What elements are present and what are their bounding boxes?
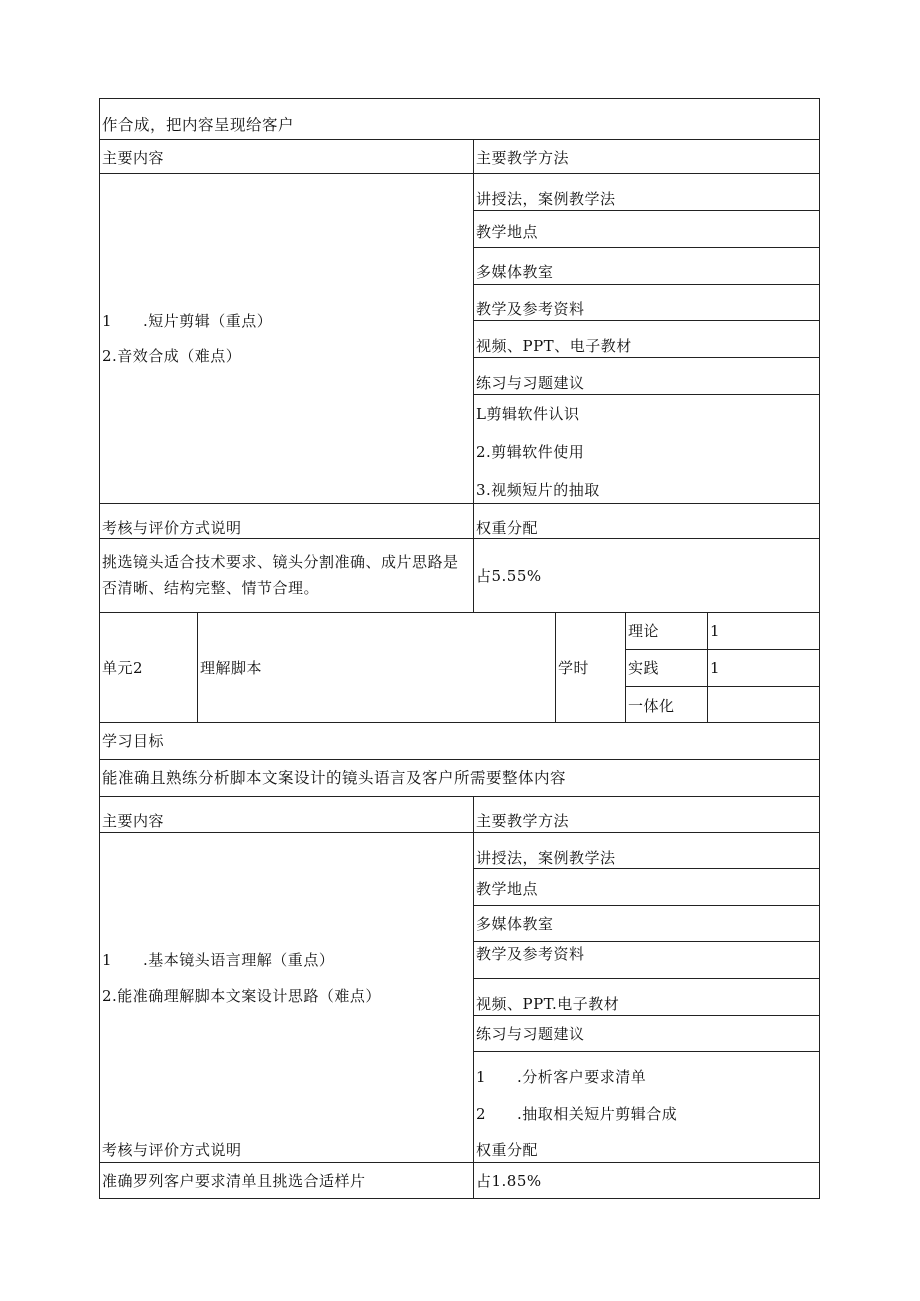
table-border	[99, 1198, 820, 1199]
exercise-item: 1 .分析客户要求清单	[476, 1068, 647, 1086]
materials-value: 视频、PPT、电子教材	[476, 337, 632, 355]
materials-value: 视频、PPT.电子教材	[476, 995, 620, 1013]
exercise-item: 3.视频短片的抽取	[476, 481, 600, 499]
materials-label: 教学及参考资料	[476, 945, 585, 963]
content-item: 1 .基本镜头语言理解（重点）	[102, 951, 335, 969]
row-divider	[625, 649, 820, 650]
row-divider	[99, 538, 820, 539]
exercise-item: 2 .抽取相关短片剪辑合成	[476, 1105, 678, 1123]
materials-label: 教学及参考资料	[476, 300, 585, 318]
hours-value: 1	[710, 622, 721, 640]
hours-type: 实践	[628, 659, 660, 677]
row-divider	[473, 394, 820, 395]
table-border	[819, 98, 820, 1199]
column-divider	[473, 139, 474, 613]
column-divider	[473, 796, 474, 1199]
row-divider	[99, 1162, 820, 1163]
table-border	[99, 98, 100, 1199]
location-label: 教学地点	[476, 880, 539, 898]
weight-label: 权重分配	[476, 1141, 539, 1159]
assessment-text: 准确罗列客户要求清单且挑选合适样片	[102, 1172, 366, 1190]
row-divider	[99, 832, 820, 833]
row-divider	[473, 247, 820, 248]
hours-type: 理论	[628, 622, 660, 640]
row-divider	[99, 503, 820, 504]
assessment-label: 考核与评价方式说明	[102, 1141, 242, 1159]
row-divider	[99, 759, 820, 760]
teaching-method: 讲授法，案例教学法	[476, 849, 616, 867]
content-item: 2.音效合成（难点）	[102, 347, 242, 365]
objective-text: 能准确且熟练分析脚本文案设计的镜头语言及客户所需要整体内容	[102, 769, 567, 787]
row-divider	[473, 210, 820, 211]
table-border	[99, 98, 820, 99]
row-divider	[473, 357, 820, 358]
exercise-item: 2.剪辑软件使用	[476, 443, 585, 461]
column-divider	[625, 612, 626, 723]
content-item: 1 .短片剪辑（重点）	[102, 312, 273, 330]
location-value: 多媒体教室	[476, 915, 554, 933]
column-divider	[555, 612, 556, 723]
row-divider	[99, 173, 820, 174]
teaching-method-header: 主要教学方法	[476, 812, 570, 830]
exercise-label: 练习与习题建议	[476, 1025, 585, 1043]
row-divider	[473, 978, 820, 979]
unit-label: 单元2	[102, 659, 144, 677]
weight-value: 占5.55%	[476, 567, 542, 585]
objective-label: 学习目标	[102, 732, 165, 750]
row-divider	[99, 796, 820, 797]
row-divider	[99, 612, 820, 613]
teaching-method: 讲授法，案例教学法	[476, 190, 616, 208]
weight-label: 权重分配	[476, 519, 539, 537]
location-value: 多媒体教室	[476, 263, 554, 281]
column-divider	[197, 612, 198, 723]
row-divider	[99, 139, 820, 140]
teaching-method-header: 主要教学方法	[476, 149, 570, 167]
exercise-item: L剪辑软件认识	[476, 405, 580, 423]
row-divider	[473, 284, 820, 285]
row-divider	[473, 905, 820, 906]
intro-text: 作合成，把内容呈现给客户	[102, 116, 295, 134]
row-divider	[473, 1051, 820, 1052]
row-divider	[473, 941, 820, 942]
hours-value: 1	[710, 659, 721, 677]
main-content-header: 主要内容	[102, 149, 165, 167]
column-divider	[707, 612, 708, 723]
weight-value: 占1.85%	[476, 1172, 542, 1190]
row-divider	[473, 868, 820, 869]
row-divider	[99, 722, 820, 723]
assessment-label: 考核与评价方式说明	[102, 519, 242, 537]
content-item: 2.能准确理解脚本文案设计思路（难点）	[102, 987, 381, 1005]
assessment-text: 挑选镜头适合技术要求、镜头分割准确、成片思路是否清晰、结构完整、情节合理。	[102, 553, 459, 597]
row-divider	[625, 686, 820, 687]
row-divider	[473, 320, 820, 321]
row-divider	[473, 1015, 820, 1016]
unit-title: 理解脚本	[200, 659, 263, 677]
location-label: 教学地点	[476, 223, 539, 241]
hours-label: 学时	[558, 659, 590, 677]
exercise-label: 练习与习题建议	[476, 374, 585, 392]
main-content-header: 主要内容	[102, 812, 165, 830]
hours-type: 一体化	[628, 697, 675, 715]
